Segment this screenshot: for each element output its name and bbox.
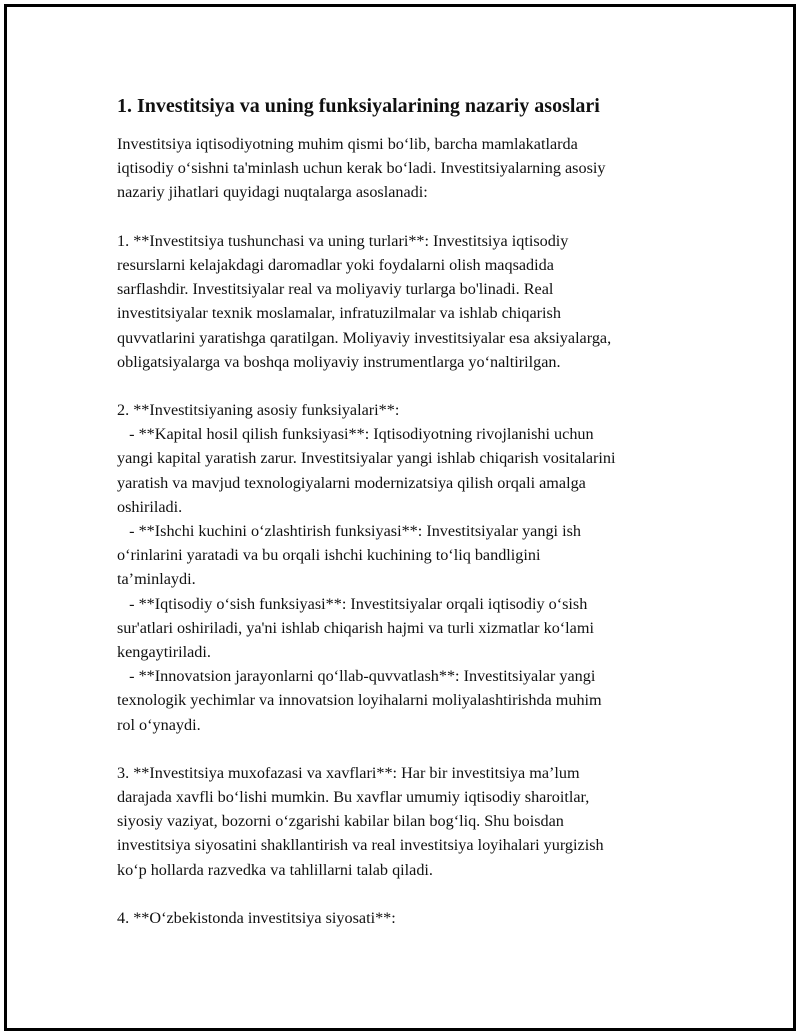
- text-line: ta’minlaydi.: [117, 570, 196, 589]
- paragraph-spacer: [117, 374, 707, 398]
- paragraph-spacer: [117, 205, 707, 229]
- text-line: - **Ishchi kuchini o‘zlashtirish funksiyasi**: Investitsiyalar yangi ish: [117, 522, 581, 540]
- text-line: nazariy jihatlari quyidagi nuqtalarga asoslanadi:: [117, 183, 428, 202]
- text-line: sarflashdir. Investitsiyalar real va moliyaviy turlarga bo'linadi. Real: [117, 280, 554, 299]
- text-line: 4. **O‘zbekistonda investitsiya siyosati**:: [117, 909, 396, 927]
- text-line: texnologik yechimlar va innovatsion loyihalarni moliyalashtirishda muhim: [117, 691, 602, 710]
- paragraph: [117, 132, 707, 205]
- text-line: siyosiy vaziyat, bozorni o‘zgarishi kabilar bilan bog‘liq. Shu boisdan: [117, 812, 564, 831]
- paragraph-spacer: [117, 882, 707, 906]
- text-line: Investitsiya iqtisodiyotning muhim qismi bo‘lib, barcha mamlakatlarda: [117, 135, 578, 153]
- text-line: rol o‘ynaydi.: [117, 715, 201, 734]
- text-line: sur'atlari oshiriladi, ya'ni ishlab chiqarish hajmi va turli xizmatlar ko‘lami: [117, 618, 594, 637]
- text-line: obligatsiyalarga va boshqa moliyaviy instrumentlarga yo‘naltirilgan.: [117, 352, 561, 371]
- paragraph-spacer: [117, 737, 707, 761]
- text-line: 2. **Investitsiyaning asosiy funksiyalari**:: [117, 401, 400, 420]
- text-line: - **Kapital hosil qilish funksiyasi**: Iqtisodiyotning rivojlanishi uchun: [117, 425, 594, 444]
- text-line: darajada xavfli bo‘lishi mumkin. Bu xavflar umumiy iqtisodiy sharoitlar,: [117, 788, 590, 807]
- paragraph: [117, 906, 707, 930]
- text-line: o‘rinlarini yaratadi va bu orqali ishchi kuchining to‘liq bandligini: [117, 546, 541, 565]
- text-line: investitsiyalar texnik moslamalar, infratuzilmalar va ishlab chiqarish: [117, 304, 561, 323]
- text-line: - **Innovatsion jarayonlarni qo‘llab-quvvatlash**: Investitsiyalar yangi: [117, 667, 596, 686]
- text-line: 3. **Investitsiya muxofazasi va xavflari**: Har bir investitsiya ma’lum: [117, 763, 580, 782]
- text-line: yangi kapital yaratish zarur. Investitsiyalar yangi ishlab chiqarish vositalarini: [117, 449, 616, 468]
- paragraph: [117, 398, 707, 737]
- text-line: oshiriladi.: [117, 497, 183, 516]
- document-title: 1. Investitsiya va uning funksiyalarining nazariy asoslari: [117, 95, 600, 117]
- text-line: yaratish va mavjud texnologiyalarni modernizatsiya qilish orqali amalga: [117, 473, 586, 492]
- paragraph-container: [117, 132, 707, 930]
- text-line: kengaytiriladi.: [117, 642, 211, 661]
- text-line: investitsiya siyosatini shakllantirish va real investitsiya loyihalari yurgizish: [117, 836, 604, 855]
- text-line: quvvatlarini yaratishga qaratilgan. Moliyaviy investitsiyalar esa aksiyalarga,: [117, 328, 612, 347]
- text-line: ko‘p hollarda razvedka va tahlillarni talab qiladi.: [117, 860, 433, 879]
- paragraph: [117, 761, 707, 882]
- text-line: 1. **Investitsiya tushunchasi va uning turlari**: Investitsiya iqtisodiy: [117, 231, 569, 250]
- paragraph: [117, 229, 707, 374]
- text-line: resurslarni kelajakdagi daromadlar yoki foydalarni olish maqsadida: [117, 255, 554, 274]
- document-body: [117, 92, 707, 930]
- text-line: - **Iqtisodiy o‘sish funksiyasi**: Investitsiyalar orqali iqtisodiy o‘sish: [117, 594, 588, 613]
- text-line: iqtisodiy o‘sishni ta'minlash uchun kerak bo‘ladi. Investitsiyalarning asosiy: [117, 159, 606, 178]
